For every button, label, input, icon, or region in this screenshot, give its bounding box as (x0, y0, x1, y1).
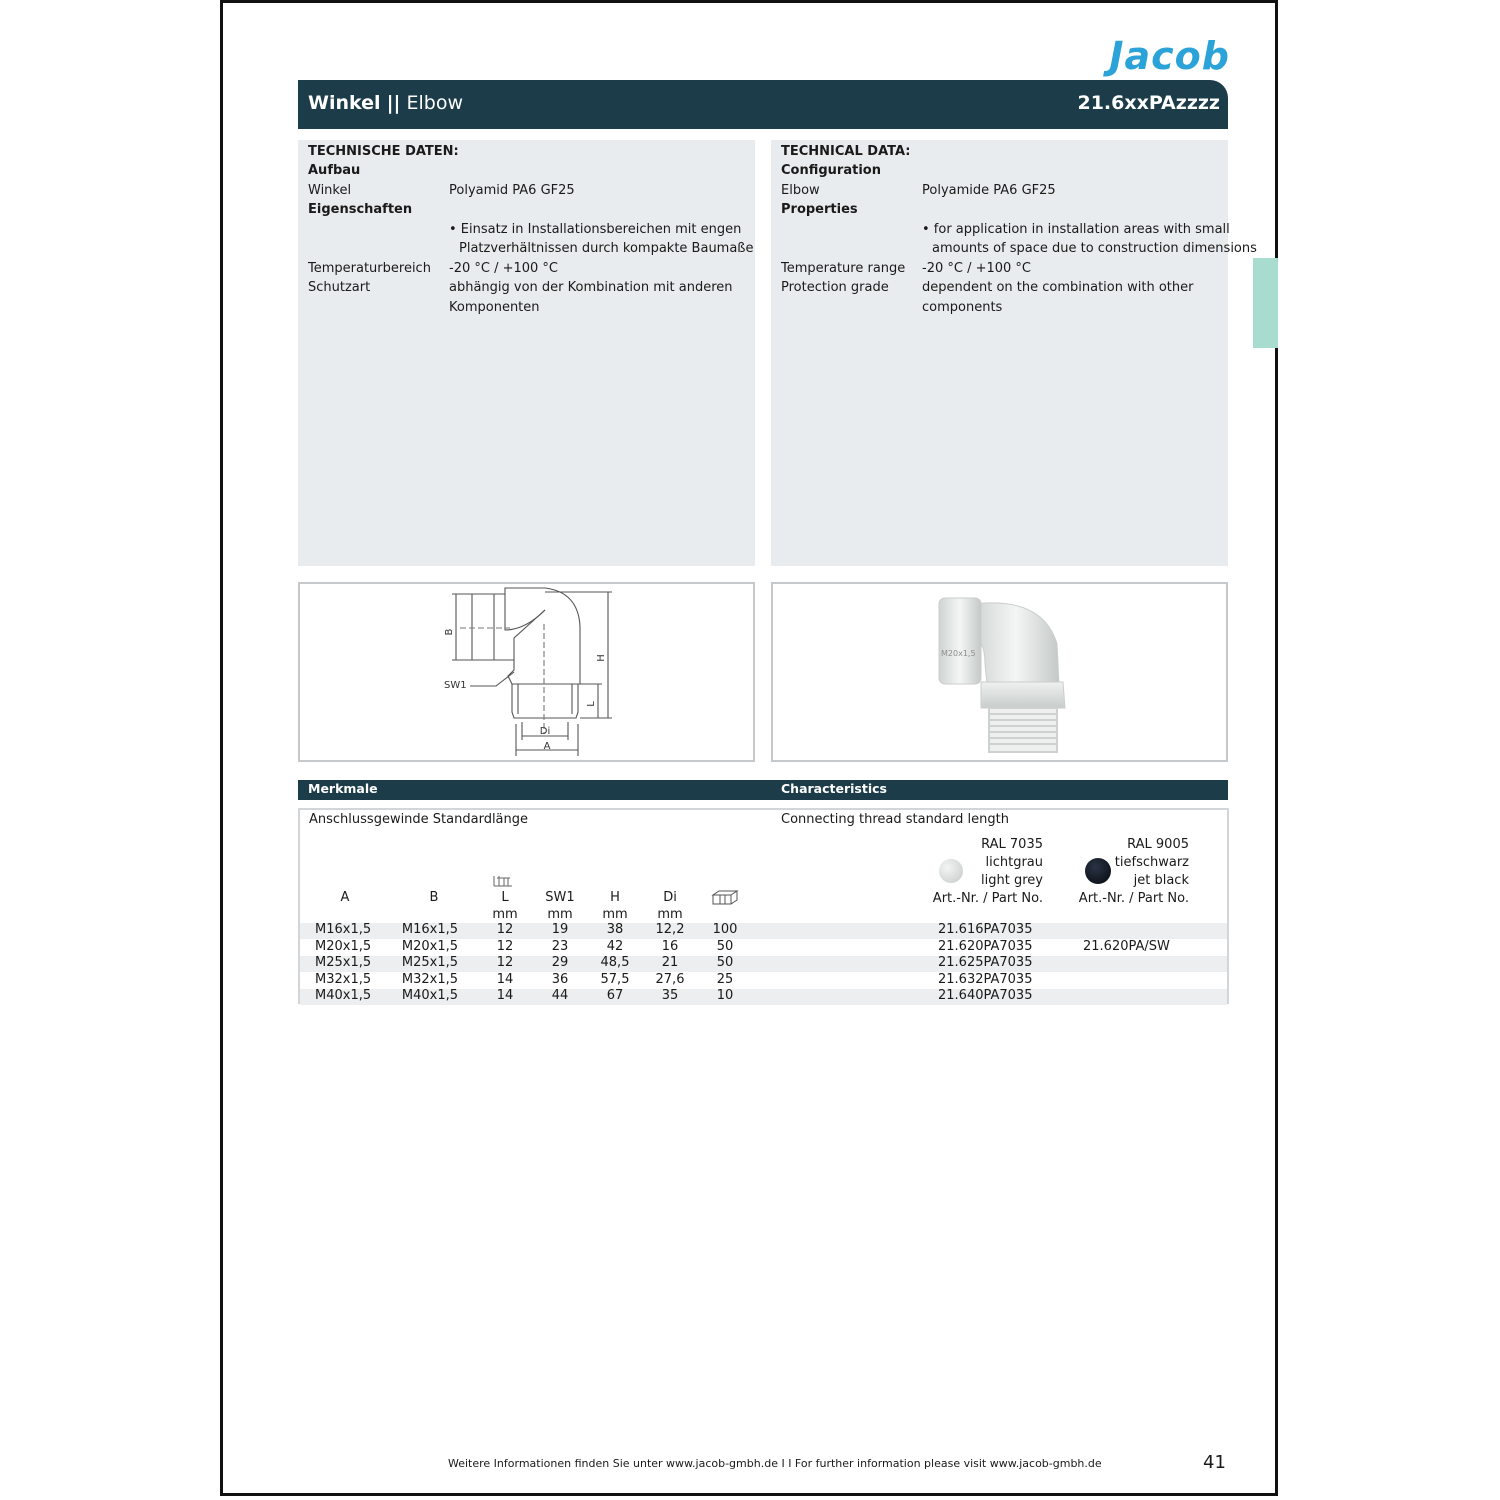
table-cell-b: M32x1,5 (401, 971, 459, 987)
table-cell-l: 12 (496, 922, 514, 937)
product-image-box (771, 582, 1228, 762)
table-cell-grey: 21.625PA7035 (938, 955, 1033, 970)
dim-label-di: Di (539, 726, 551, 737)
table-subtitle-en: Connecting thread standard length (781, 812, 1009, 827)
tech-label-temperature: Temperaturbereich (308, 261, 431, 276)
table-cell-di: 21 (661, 955, 679, 970)
table-cell-di: 16 (661, 938, 679, 954)
ral-black-code: RAL 9005 (1127, 837, 1189, 852)
tech-value-protection-1: dependent on the combination with other (922, 280, 1194, 295)
title-de: Winkel (308, 92, 381, 114)
col-header-l: L (501, 890, 509, 905)
col-header-a: A (340, 890, 350, 905)
ral-black-header (1065, 836, 1189, 908)
table-cell-h: 48,5 (600, 955, 630, 970)
tech-value-temperature: -20 °C / +100 °C (449, 261, 559, 276)
product-image (773, 584, 1226, 760)
table-cell-pu: 50 (716, 938, 734, 954)
table-cell-l: 12 (496, 955, 514, 970)
tech-value-material: Polyamid PA6 GF25 (449, 183, 575, 198)
tech-value-protection-2: components (922, 300, 1003, 315)
dim-label-sw1: SW1 (444, 680, 467, 691)
tech-label-protection: Schutzart (308, 280, 371, 295)
title-bar (298, 80, 1228, 129)
unit-l: mm (492, 907, 518, 922)
table-cell-grey: 21.640PA7035 (938, 988, 1033, 1003)
features-title-en: Characteristics (781, 781, 887, 796)
table-cell-pu: 100 (712, 922, 738, 937)
ral-grey-code: RAL 7035 (981, 837, 1043, 852)
dim-label-h: H (596, 654, 607, 662)
table-cell-grey: 21.620PA7035 (938, 938, 1033, 954)
table-cell-grey: 21.632PA7035 (938, 971, 1033, 987)
title-separator: || (386, 92, 401, 114)
table-cell-b: M20x1,5 (401, 938, 459, 954)
table-cell-b: M40x1,5 (401, 988, 459, 1003)
parts-table (298, 808, 1229, 1004)
table-cell-h: 57,5 (600, 971, 630, 987)
col-header-h: H (610, 890, 620, 905)
tech-value-protection-2: Komponenten (449, 300, 540, 315)
length-icon (492, 874, 514, 888)
table-cell-grey: 21.616PA7035 (938, 922, 1033, 937)
table-cell-l: 14 (496, 988, 514, 1003)
table-cell-a: M25x1,5 (315, 955, 372, 970)
jacob-logo: Jacob (1109, 34, 1230, 78)
tech-section-properties: Properties (781, 202, 858, 217)
title-en: Elbow (406, 92, 464, 114)
table-cell-h: 42 (606, 938, 624, 954)
tech-value-protection-1: abhängig von der Kombination mit anderen (449, 280, 733, 295)
dim-label-a: A (543, 741, 551, 752)
ral-black-name-de: tiefschwarz (1114, 855, 1189, 870)
features-title-de: Merkmale (308, 781, 378, 796)
tech-label-temperature: Temperature range (781, 261, 906, 276)
unit-sw1: mm (547, 907, 573, 922)
table-cell-l: 12 (496, 938, 514, 954)
tech-bullet-line2: Platzverhältnissen durch kompakte Baumaße (459, 241, 754, 256)
table-cell-di: 35 (661, 988, 679, 1003)
ral-grey-name-de: lichtgrau (985, 855, 1043, 870)
dim-label-l: L (586, 701, 597, 707)
tech-label-protection: Protection grade (781, 280, 889, 295)
footer-text: Weitere Informationen finden Sie unter www.jacob-gmbh.de I I For further information please visit www.jacob-gmbh.de (448, 1457, 1102, 1470)
table-cell-l: 14 (496, 971, 514, 987)
tech-bullet-line1: • for application in installation areas with small (922, 222, 1230, 237)
swatch-light-grey (939, 859, 963, 883)
dim-label-b: B (444, 628, 455, 636)
technical-drawing-box (298, 582, 755, 762)
table-cell-pu: 10 (716, 988, 734, 1003)
unit-di: mm (657, 907, 683, 922)
tech-value-material: Polyamide PA6 GF25 (922, 183, 1056, 198)
table-cell-pu: 50 (716, 955, 734, 970)
table-cell-a: M16x1,5 (315, 922, 372, 937)
tech-data-de (298, 140, 755, 566)
chapter-tab (1253, 258, 1278, 348)
page-number: 41 (1203, 1452, 1226, 1473)
col-header-sw1: SW1 (545, 890, 575, 905)
tech-data-en (771, 140, 1257, 566)
table-cell-h: 67 (606, 988, 624, 1003)
col-header-di: Di (663, 890, 677, 905)
page-title (308, 92, 463, 114)
article-code: 21.6xxPAzzzz (1077, 92, 1220, 114)
ral-grey-name-en: light grey (981, 873, 1043, 888)
table-cell-a: M20x1,5 (315, 938, 372, 954)
tech-label-material: Elbow (781, 183, 820, 198)
table-cell-di: 12,2 (655, 922, 685, 937)
swatch-jet-black (1085, 858, 1111, 884)
technical-drawing (300, 584, 753, 760)
table-cell-a: M40x1,5 (315, 988, 372, 1003)
table-cell-b: M16x1,5 (401, 922, 459, 937)
table-cell-a: M32x1,5 (315, 971, 372, 987)
ral-grey-part-label: Art.-Nr. / Part No. (932, 891, 1043, 906)
table-cell-black: 21.620PA/SW (1083, 938, 1170, 954)
tech-section-config: Aufbau (308, 163, 361, 178)
table-cell-b: M25x1,5 (401, 955, 459, 970)
table-cell-sw1: 23 (551, 938, 569, 954)
features-bar (298, 780, 1228, 800)
table-cell-sw1: 36 (551, 971, 569, 987)
table-cell-sw1: 19 (551, 922, 569, 937)
unit-h: mm (602, 907, 628, 922)
tech-label-material: Winkel (308, 183, 352, 198)
table-subtitle-de: Anschlussgewinde Standardlänge (309, 812, 529, 827)
table-cell-pu: 25 (716, 971, 734, 987)
ral-black-name-en: jet black (1133, 873, 1189, 888)
table-cell-sw1: 29 (551, 955, 569, 970)
table-cell-sw1: 44 (551, 988, 569, 1003)
tech-value-temperature: -20 °C / +100 °C (922, 261, 1032, 276)
table-cell-h: 38 (606, 922, 624, 937)
packaging-unit-icon (711, 889, 739, 905)
tech-heading: TECHNISCHE DATEN: (308, 144, 459, 159)
col-header-b: B (429, 890, 439, 905)
tech-heading: TECHNICAL DATA: (781, 144, 911, 159)
tech-bullet-line1: • Einsatz in Installationsbereichen mit engen (449, 222, 742, 237)
tech-section-properties: Eigenschaften (308, 202, 413, 217)
tech-bullet-line2: amounts of space due to construction dimensions (932, 241, 1257, 256)
ral-black-part-label: Art.-Nr. / Part No. (1078, 891, 1189, 906)
table-cell-di: 27,6 (655, 971, 685, 987)
product-thread-marking: M20x1,5 (941, 649, 976, 658)
tech-section-config: Configuration (781, 163, 881, 178)
